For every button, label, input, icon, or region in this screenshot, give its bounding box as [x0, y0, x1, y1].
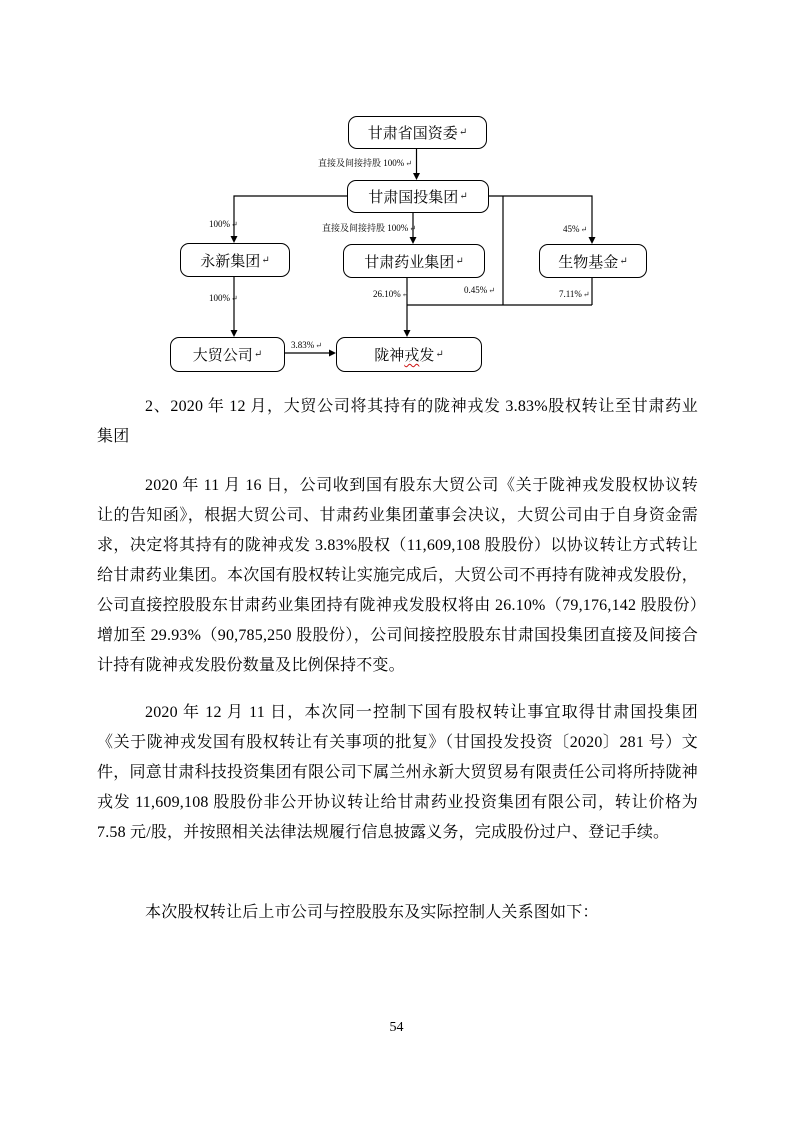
paragraph-mark-icon: ↵ [261, 254, 270, 266]
ownership-structure-diagram [100, 110, 700, 380]
node-label: 大贸公司 [192, 348, 253, 364]
edge-label-guotou-to-longshen: 0.45%↵ [464, 285, 495, 295]
paragraph-mark-icon: ↵ [619, 255, 628, 267]
paragraph-mark-icon: ↵ [401, 290, 409, 299]
node-longshen-rongfa [336, 337, 482, 372]
node-label: 甘肃国投集团 [368, 190, 459, 206]
paragraph-mark-icon: ↵ [459, 191, 468, 202]
node-damao-company [170, 337, 285, 372]
edge-label-guotou-to-yongxin: 100%↵ [209, 219, 238, 229]
node-bio-fund [539, 244, 647, 278]
paragraph-mark-icon: ↵ [409, 224, 416, 233]
paragraph-mark-icon: ↵ [458, 127, 468, 138]
paragraph-mark-icon: ↵ [580, 225, 588, 234]
edge-label-guotou-to-pharma: 直接及间接持股 100%↵ [322, 223, 416, 233]
node-gansu-guotou-group [347, 180, 489, 213]
node-label: 甘肃省国资委 [367, 126, 458, 142]
node-gansu-pharma-group [343, 244, 485, 278]
node-label: 甘肃药业集团 [364, 254, 455, 271]
section-heading: 2、2020 年 12 月，大贸公司将其持有的陇神戎发 3.83%股权转让至甘肃药业集团 [97, 398, 698, 445]
spellcheck-underline: 戎 [404, 348, 420, 364]
page-number: 54 [389, 1020, 404, 1035]
body-paragraph-2: 2020 年 12 月 11 日，本次同一控制下国有股权转让事宜取得甘肃国投集团《关于陇神戎发国有股权转让有关事项的批复》（甘国投发投资〔2020〕281 号）文件，同意甘肃科技投资集团有限公司下属兰州永新大贸贸易有限责任公司将所持陇神戎发 11,609,108 股股份非公开协议转让给甘肃药业投资集团有限公司，转让价格为 7.58 元/股，并按照相关法律法规履行信息披露义务，完成股份过户、登记手续。 [97, 704, 698, 841]
body-paragraph-3: 本次股权转让后上市公司与控股股东及实际控制人关系图如下： [145, 904, 599, 921]
edge-label-guotou-to-biofund: 45%↵ [563, 224, 588, 234]
paragraph-mark-icon: ↵ [435, 349, 444, 360]
paragraph-mark-icon: ↵ [231, 294, 238, 303]
body-paragraph-1: 2020 年 11 月 16 日，公司收到国有股东大贸公司《关于陇神戎发股权协议转让的告知函》，根据大贸公司、甘肃药业集团董事会决议，大贸公司由于自身资金需求，决定将其持有的陇神戎发 3.83%股权（11,609,108 股股份）以协议转让方式转让给甘肃药业集团。本次国有股权转让实施完成后，大贸公司不再持有陇神戎发股份，公司直接控股股东甘肃药业集团持有陇神戎发股权将由 26.10%（79,176,142 股股份）增加至 29.93%（90,785,250 股股份），公司间接控股股东甘肃国投集团直接及间接合计持有陇神戎发股份数量及比例保持不变。 [97, 477, 698, 674]
node-label: 生物基金 [558, 254, 619, 271]
edge-label-sasac-to-guotou: 直接及间接持股 100%↵ [318, 158, 412, 168]
node-label: 陇神 [374, 348, 405, 364]
paragraph-mark-icon: ↵ [455, 255, 464, 267]
edge-label-yongxin-to-damao: 100%↵ [209, 293, 238, 303]
paragraph-mark-icon: ↵ [315, 341, 322, 350]
node-yongxin-group [180, 243, 290, 277]
paragraph-mark-icon: ↵ [582, 290, 590, 299]
paragraph-mark-icon: ↵ [405, 159, 412, 168]
node-label: 永新集团 [200, 253, 261, 270]
edge-label-pharma-to-longshen: 26.10%↵ [373, 289, 409, 299]
edge-label-damao-to-longshen: 3.83%↵ [291, 340, 322, 350]
edge-label-biofund-to-longshen: 7.11%↵ [559, 289, 590, 299]
paragraph-mark-icon: ↵ [253, 349, 263, 360]
paragraph-mark-icon: ↵ [488, 286, 495, 295]
node-label: 发 [419, 348, 435, 364]
node-gansu-sasac [348, 116, 487, 149]
paragraph-mark-icon: ↵ [231, 220, 238, 229]
